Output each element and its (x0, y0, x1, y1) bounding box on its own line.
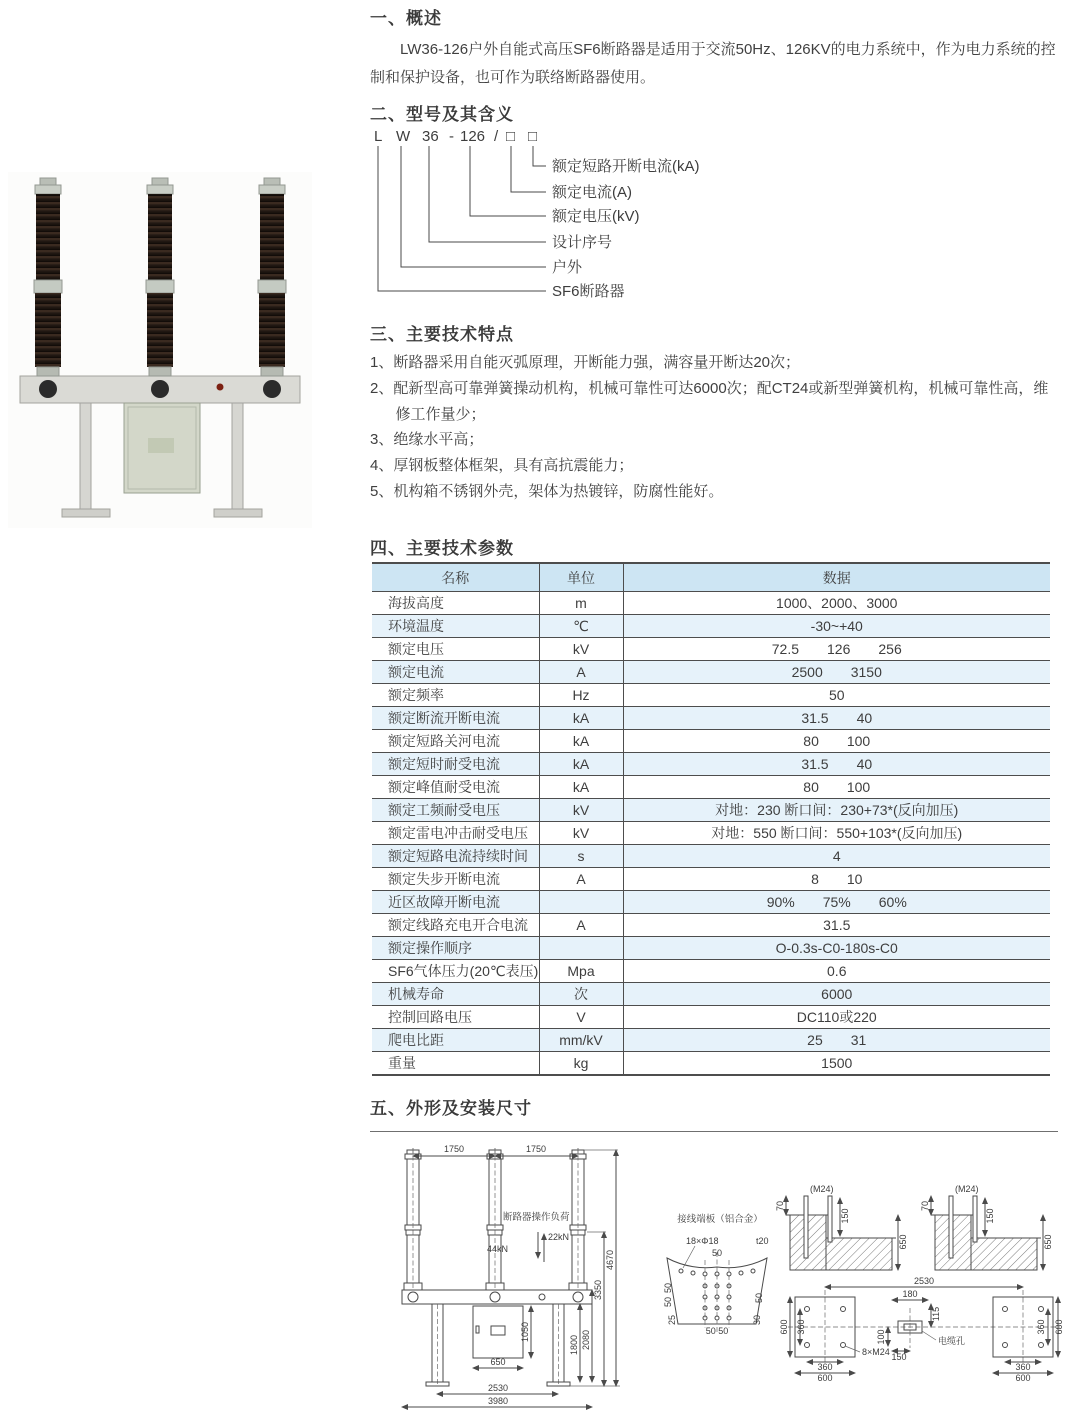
param-unit-cell: V (539, 1006, 623, 1029)
param-name-cell: 额定短路电流持续时间 (372, 845, 539, 868)
feature-item: 5、机构箱不锈钢外壳，架体为热镀锌，防腐性能好。 (370, 482, 724, 500)
circuit-breaker-photo-illustration (8, 172, 312, 528)
param-unit-cell: Mpa (539, 960, 623, 983)
param-data-cell: O-0.3s-C0-180s-C0 (623, 937, 1050, 960)
model-part-dash: - (449, 128, 454, 145)
plate-dim-25: 25 (667, 1314, 677, 1326)
param-data-cell: 8 10 (623, 868, 1050, 891)
model-line-4 (429, 146, 546, 242)
param-data-cell: 2500 3150 (623, 661, 1050, 684)
model-label-sf6-breaker: SF6断路器 (552, 283, 625, 300)
param-data-cell: 31.5 40 (623, 753, 1050, 776)
param-name-cell: 机械寿命 (372, 983, 539, 1006)
elevation-cabinet (473, 1306, 523, 1358)
param-unit-cell: kA (539, 753, 623, 776)
param-name-cell: 环境温度 (372, 615, 539, 638)
table-row (372, 868, 1050, 891)
insulator-phase-c (258, 178, 286, 376)
beam-window-3 (263, 380, 281, 398)
plan-right-360-v: 360 (1036, 1319, 1046, 1335)
param-data-cell: 6000 (623, 983, 1050, 1006)
model-part-box1: □ (506, 128, 516, 145)
bolt-dim-650-right: 650 (1043, 1234, 1053, 1250)
param-name-cell: 额定断流开断电流 (372, 707, 539, 730)
param-unit-cell: kV (539, 822, 623, 845)
param-unit-cell: kA (539, 730, 623, 753)
terminal-plate-drawing (663, 1213, 769, 1336)
left-leg (80, 403, 91, 511)
table-row (372, 753, 1050, 776)
section3-heading: 三、主要技术特点 (370, 325, 514, 344)
beam-window-2 (151, 380, 169, 398)
dim-2530-elev: 2530 (487, 1383, 509, 1393)
table-row (372, 592, 1050, 615)
param-data-cell: 50 (623, 684, 1050, 707)
table-header-row (372, 563, 1050, 592)
param-unit-cell: mm/kV (539, 1029, 623, 1052)
param-data-cell: 80 100 (623, 776, 1050, 799)
model-part-W: W (396, 128, 411, 145)
overview-paragraph: LW36-126户外自能式高压SF6断路器是适用于交流50Hz、126KV的电力系统中，作为电力系统的控制和保护设备，也可作为联络断路器使用。 (370, 41, 1056, 86)
dim-4670: 4670 (605, 1249, 615, 1271)
param-unit-cell: ℃ (539, 615, 623, 638)
param-name-cell: 额定雷电冲击耐受电压 (372, 822, 539, 845)
param-data-cell: 4 (623, 845, 1050, 868)
plan-dim-180: 180 (902, 1289, 918, 1299)
plan-bolts-callout: 8×M24 (862, 1347, 890, 1357)
beam-indicator (217, 384, 224, 391)
plan-dim-100: 100 (876, 1329, 886, 1345)
dim-650: 650 (490, 1357, 506, 1367)
model-line-6 (378, 146, 546, 291)
param-name-cell: 额定失步开断电流 (372, 868, 539, 891)
param-name-cell: 额定电压 (372, 638, 539, 661)
section5-divider (370, 1131, 1058, 1132)
plan-right-600-h: 600 (1015, 1373, 1031, 1383)
plate-dim-50-l1: 50 (663, 1282, 673, 1294)
param-name-cell: 海拔高度 (372, 592, 539, 615)
dim-1800: 1800 (569, 1334, 579, 1356)
param-data-cell: 1500 (623, 1052, 1050, 1076)
anchor-bolt-detail-right (920, 1184, 1053, 1270)
model-designation-diagram (370, 126, 1060, 314)
param-name-cell: 近区故障开断电流 (372, 891, 539, 914)
plate-thickness: t20 (756, 1236, 769, 1246)
bolt-dim-150-right: 150 (985, 1208, 995, 1224)
plan-dim-2530: 2530 (913, 1276, 935, 1286)
param-data-cell: 72.5 126 256 (623, 638, 1050, 661)
bolt-dim-70-right: 70 (920, 1200, 930, 1212)
table-row (372, 638, 1050, 661)
param-name-cell: 额定频率 (372, 684, 539, 707)
param-data-cell: 1000、2000、3000 (623, 592, 1050, 615)
col-header-name: 名称 (372, 563, 539, 592)
param-name-cell: 额定电流 (372, 661, 539, 684)
plate-dim-50-50: 50 50 (705, 1326, 729, 1336)
content-column (370, 0, 1064, 1413)
foundation-plan (779, 1276, 1064, 1383)
param-unit-cell: kV (539, 799, 623, 822)
dim-3350: 3350 (593, 1279, 603, 1301)
right-leg (232, 403, 243, 511)
param-unit-cell: m (539, 592, 623, 615)
plan-dim-115: 115 (931, 1306, 941, 1322)
param-unit-cell: kg (539, 1052, 623, 1076)
param-name-cell: 额定操作顺序 (372, 937, 539, 960)
param-unit-cell: kA (539, 776, 623, 799)
model-part-L: L (374, 128, 383, 145)
table-row (372, 799, 1050, 822)
param-name-cell: 爬电比距 (372, 1029, 539, 1052)
params-table-body (372, 592, 1050, 1076)
table-row (372, 1029, 1050, 1052)
bolt-dim-650-left: 650 (898, 1234, 908, 1250)
model-part-slash: / (494, 128, 499, 145)
left-base-plate (62, 509, 110, 517)
table-row (372, 661, 1050, 684)
beam-window-1 (39, 380, 57, 398)
model-line-3 (470, 146, 546, 216)
table-row (372, 1006, 1050, 1029)
param-name-cell: 额定短时耐受电流 (372, 753, 539, 776)
table-row (372, 891, 1050, 914)
model-label-breaking-current: 额定短路开断电流(kA) (552, 158, 700, 175)
section5-heading: 五、外形及安装尺寸 (370, 1099, 532, 1118)
model-label-rated-current: 额定电流(A) (552, 184, 632, 201)
param-name-cell: 额定线路充电开合电流 (372, 914, 539, 937)
param-data-cell: DC110或220 (623, 1006, 1050, 1029)
dim-2080: 2080 (581, 1329, 591, 1351)
dimension-drawings (390, 1140, 1066, 1413)
model-part-box2: □ (528, 128, 538, 145)
features-list (370, 350, 1062, 505)
table-row (372, 684, 1050, 707)
param-data-cell: 0.6 (623, 960, 1050, 983)
param-unit-cell (539, 891, 623, 914)
param-data-cell: 31.5 40 (623, 707, 1050, 730)
terminal-plate-title: 接线端板（铝合金） (677, 1214, 763, 1225)
table-row (372, 960, 1050, 983)
col-header-data: 数据 (623, 563, 1050, 592)
table-row (372, 822, 1050, 845)
feature-item: 1、断路器采用自能灭弧原理，开断能力强，满容量开断达20次； (370, 354, 801, 371)
model-line-5 (401, 146, 546, 267)
plate-dim-50-top: 50 (711, 1248, 723, 1258)
plate-dim-50-r: 50 (754, 1292, 764, 1304)
product-photo (8, 172, 312, 528)
plan-right-360-h: 360 (1015, 1362, 1031, 1372)
model-label-outdoor: 户外 (552, 259, 583, 276)
plan-left-600-v: 600 (779, 1319, 789, 1335)
param-unit-cell: Hz (539, 684, 623, 707)
anchor-bolt-detail-left (775, 1184, 908, 1270)
param-name-cell: 重量 (372, 1052, 539, 1076)
param-name-cell: 控制回路电压 (372, 1006, 539, 1029)
model-part-126: 126 (460, 128, 486, 145)
dim-1750-right: 1750 (525, 1144, 547, 1154)
operation-load-label: 断路器操作负荷 (503, 1212, 570, 1223)
param-unit-cell: kV (539, 638, 623, 661)
param-data-cell: 对地：550 断口间：550+103*(反向加压) (623, 822, 1050, 845)
force-22kn: 22kN (548, 1232, 570, 1242)
dim-1050: 1050 (520, 1321, 530, 1343)
model-line-1 (533, 146, 546, 166)
plan-dim-150: 150 (891, 1352, 907, 1362)
param-unit-cell (539, 937, 623, 960)
dim-3980: 3980 (487, 1396, 509, 1406)
param-unit-cell: A (539, 868, 623, 891)
feature-item: 4、厚钢板整体框架，具有高抗震能力； (370, 457, 634, 475)
table-row (372, 914, 1050, 937)
model-label-rated-voltage: 额定电压(kV) (552, 208, 640, 225)
bolt-dim-70-left: 70 (775, 1200, 785, 1212)
param-data-cell: 80 100 (623, 730, 1050, 753)
force-44kn: 44kN (486, 1244, 508, 1254)
param-unit-cell: A (539, 661, 623, 684)
elevation-drawing (402, 1144, 620, 1407)
dim-1750-left: 1750 (443, 1144, 465, 1154)
model-label-design-serial: 设计序号 (552, 234, 613, 251)
insulator-phase-a (34, 178, 62, 376)
param-data-cell: 25 31 (623, 1029, 1050, 1052)
model-part-36: 36 (422, 128, 439, 145)
plan-cable-hole-callout: 电缆孔 (938, 1336, 966, 1346)
param-unit-cell: 次 (539, 983, 623, 1006)
param-data-cell: 90% 75% 60% (623, 891, 1050, 914)
plate-dim-30: 30 (752, 1314, 762, 1326)
param-data-cell: 对地：230 断口间：230+73*(反向加压) (623, 799, 1050, 822)
right-base-plate (214, 509, 262, 517)
param-name-cell: 额定工频耐受电压 (372, 799, 539, 822)
table-row (372, 845, 1050, 868)
param-unit-cell: s (539, 845, 623, 868)
table-row (372, 615, 1050, 638)
table-row (372, 937, 1050, 960)
param-data-cell: 31.5 (623, 914, 1050, 937)
section2-heading: 二、型号及其含义 (370, 105, 514, 124)
param-data-cell: -30~+40 (623, 615, 1050, 638)
col-header-unit: 单位 (539, 563, 623, 592)
plan-left-360-h: 360 (817, 1362, 833, 1372)
parameters-table (372, 562, 1050, 1076)
plan-left-600-h: 600 (817, 1373, 833, 1383)
plan-left-360-v: 360 (796, 1319, 806, 1335)
table-row (372, 983, 1050, 1006)
plan-right-600-v: 600 (1054, 1319, 1064, 1335)
table-row (372, 1052, 1050, 1076)
insulator-phase-b (146, 178, 174, 376)
param-name-cell: 额定峰值耐受电流 (372, 776, 539, 799)
bolt-m24-left: (M24) (810, 1184, 834, 1194)
bolt-dim-150-left: 150 (840, 1208, 850, 1224)
feature-item: 3、绝缘水平高； (370, 431, 484, 449)
param-name-cell: SF6气体压力(20℃表压) (372, 960, 539, 983)
elevation-legs (426, 1304, 570, 1386)
section1-heading: 一、概述 (370, 9, 442, 28)
cabinet-nameplate (148, 438, 174, 453)
model-line-2 (511, 146, 546, 192)
table-row (372, 707, 1050, 730)
feature-item: 2、配新型高可靠弹簧操动机构，机械可靠性可达6000次；配CT24或新型弹簧机构，机械可靠性高，维修工作量少； (370, 379, 1049, 423)
section4-heading: 四、主要技术参数 (370, 539, 514, 558)
plate-holes-callout: 18×Φ18 (686, 1236, 719, 1246)
plate-dim-50-l2: 50 (663, 1296, 673, 1308)
param-unit-cell: A (539, 914, 623, 937)
param-unit-cell: kA (539, 707, 623, 730)
param-name-cell: 额定短路关河电流 (372, 730, 539, 753)
bolt-m24-right: (M24) (955, 1184, 979, 1194)
table-row (372, 776, 1050, 799)
table-row (372, 730, 1050, 753)
